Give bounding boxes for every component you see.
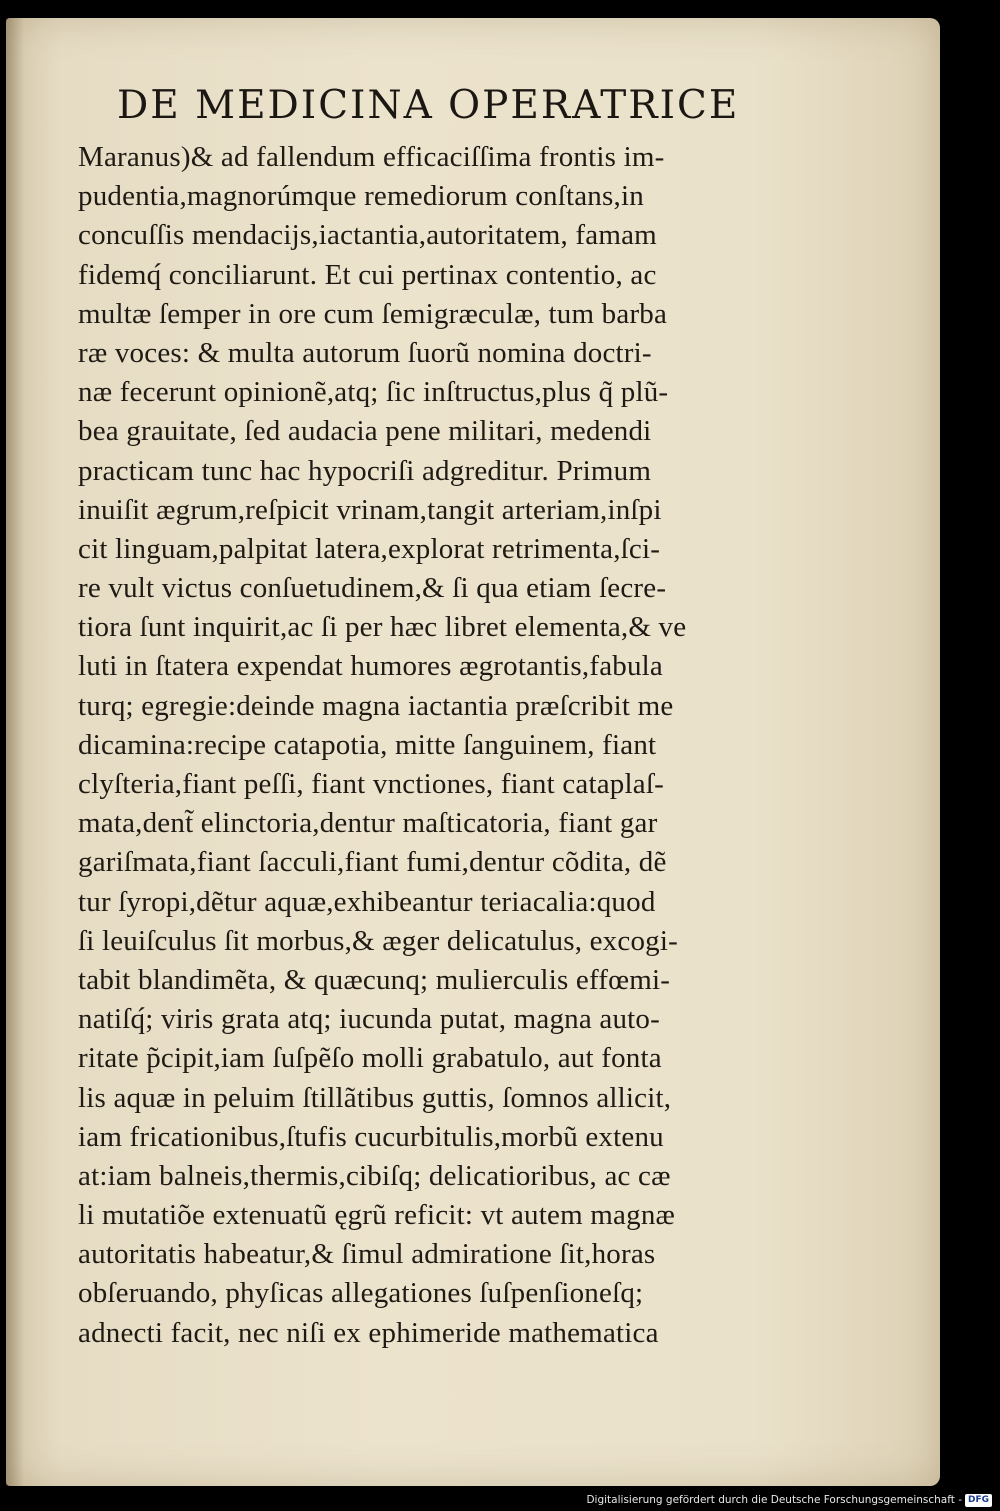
page-gutter-shadow xyxy=(6,18,24,1486)
text-line: li mutatiõe extenuatũ ęgrũ reficit: vt autem magnæ xyxy=(78,1199,676,1232)
text-line: mata,dent̃ elinctoria,dentur maſticatoria, fiant gar xyxy=(78,807,658,840)
text-line: concuſſis mendacijs,iactantia,autoritatem, famam xyxy=(78,219,657,252)
dfg-logo: DFG xyxy=(965,1494,992,1507)
text-line: iam fricationibus,ſtufis cucurbitulis,morbũ extenu xyxy=(78,1120,664,1153)
text-line: pudentia,magnorúmque remediorum conſtans,in xyxy=(78,180,644,213)
text-line: obſeruando, phyſicas allegationes ſuſpenſioneſq; xyxy=(78,1277,644,1310)
text-line: clyſteria,fiant peſſi, fiant vnctiones, fiant cataplaſ- xyxy=(78,768,664,800)
running-head: DE MEDICINA OPERATRICE xyxy=(117,83,740,128)
text-line: dicamina:recipe catapotia, mitte ſanguinem, fiant xyxy=(78,728,657,761)
text-line: ræ voces: & multa autorum ſuorũ nomina doctri- xyxy=(78,336,652,369)
text-line: adnecti facit, nec niſi ex ephimeride mathematica xyxy=(78,1316,659,1349)
text-line: multæ ſemper in ore cum ſemigræculæ, tum barba xyxy=(78,297,668,330)
text-line: re vult victus conſuetudinem,& ſi qua etiam ſecre- xyxy=(78,572,667,605)
text-line: at:iam balneis,thermis,cibiſq; delicatioribus, ac cæ xyxy=(78,1159,671,1192)
text-line: lis aquæ in peluim ſtillãtibus guttis, ſomnos allicit, xyxy=(78,1081,672,1114)
text-line: luti in ſtatera expendat humores ægrotantis,fabula xyxy=(78,650,664,683)
text-line: bea grauitate, ſed audacia pene militari, medendi xyxy=(78,415,652,448)
text-line: næ fecerunt opinionẽ,atq; ſic inſtructus,plus q̃ plũ- xyxy=(78,376,669,409)
text-line: inuiſit ægrum,reſpicit vrinam,tangit arteriam,inſpi xyxy=(78,493,662,526)
text-line: autoritatis habeatur,& ſimul admiratione ſit,horas xyxy=(78,1238,656,1271)
digitization-credit xyxy=(586,1489,1000,1511)
text-line: tur ſyropi,dẽtur aquæ,exhibeantur teriacalia:quod xyxy=(78,885,656,918)
text-line: turq; egregie:deinde magna iactantia præſcribit me xyxy=(78,689,674,722)
credit-text: Digitalisierung gefördert durch die Deutsche Forschungsgemeinschaft - xyxy=(586,1494,962,1506)
text-line: fidemq́ conciliarunt. Et cui pertinax contentio, ac xyxy=(78,258,657,291)
text-line: gariſmata,fiant ſacculi,fiant fumi,dentur cõdita, dẽ xyxy=(78,846,667,879)
text-line: cit linguam,palpitat latera,explorat retrimenta,ſci- xyxy=(78,532,661,565)
body-text xyxy=(78,138,758,1353)
text-line: natiſq́; viris grata atq; iucunda putat, magna auto- xyxy=(78,1003,660,1036)
text-line: tiora ſunt inquirit,ac ſi per hæc libret elementa,& ve xyxy=(78,611,687,644)
text-line: tabit blandimẽta, & quæcunq; mulierculis effœmi- xyxy=(78,963,671,996)
text-line: ſi leuiſculus ſit morbus,& æger delicatulus, excogi- xyxy=(78,924,678,957)
text-line: practicam tunc hac hypocriſi adgreditur. Primum xyxy=(78,454,652,487)
text-line: ritate p̃cipit,iam ſuſpẽſo molli grabatulo, aut fonta xyxy=(78,1042,662,1075)
text-line: Maranus)& ad fallendum efficaciſſima frontis im- xyxy=(78,141,665,173)
